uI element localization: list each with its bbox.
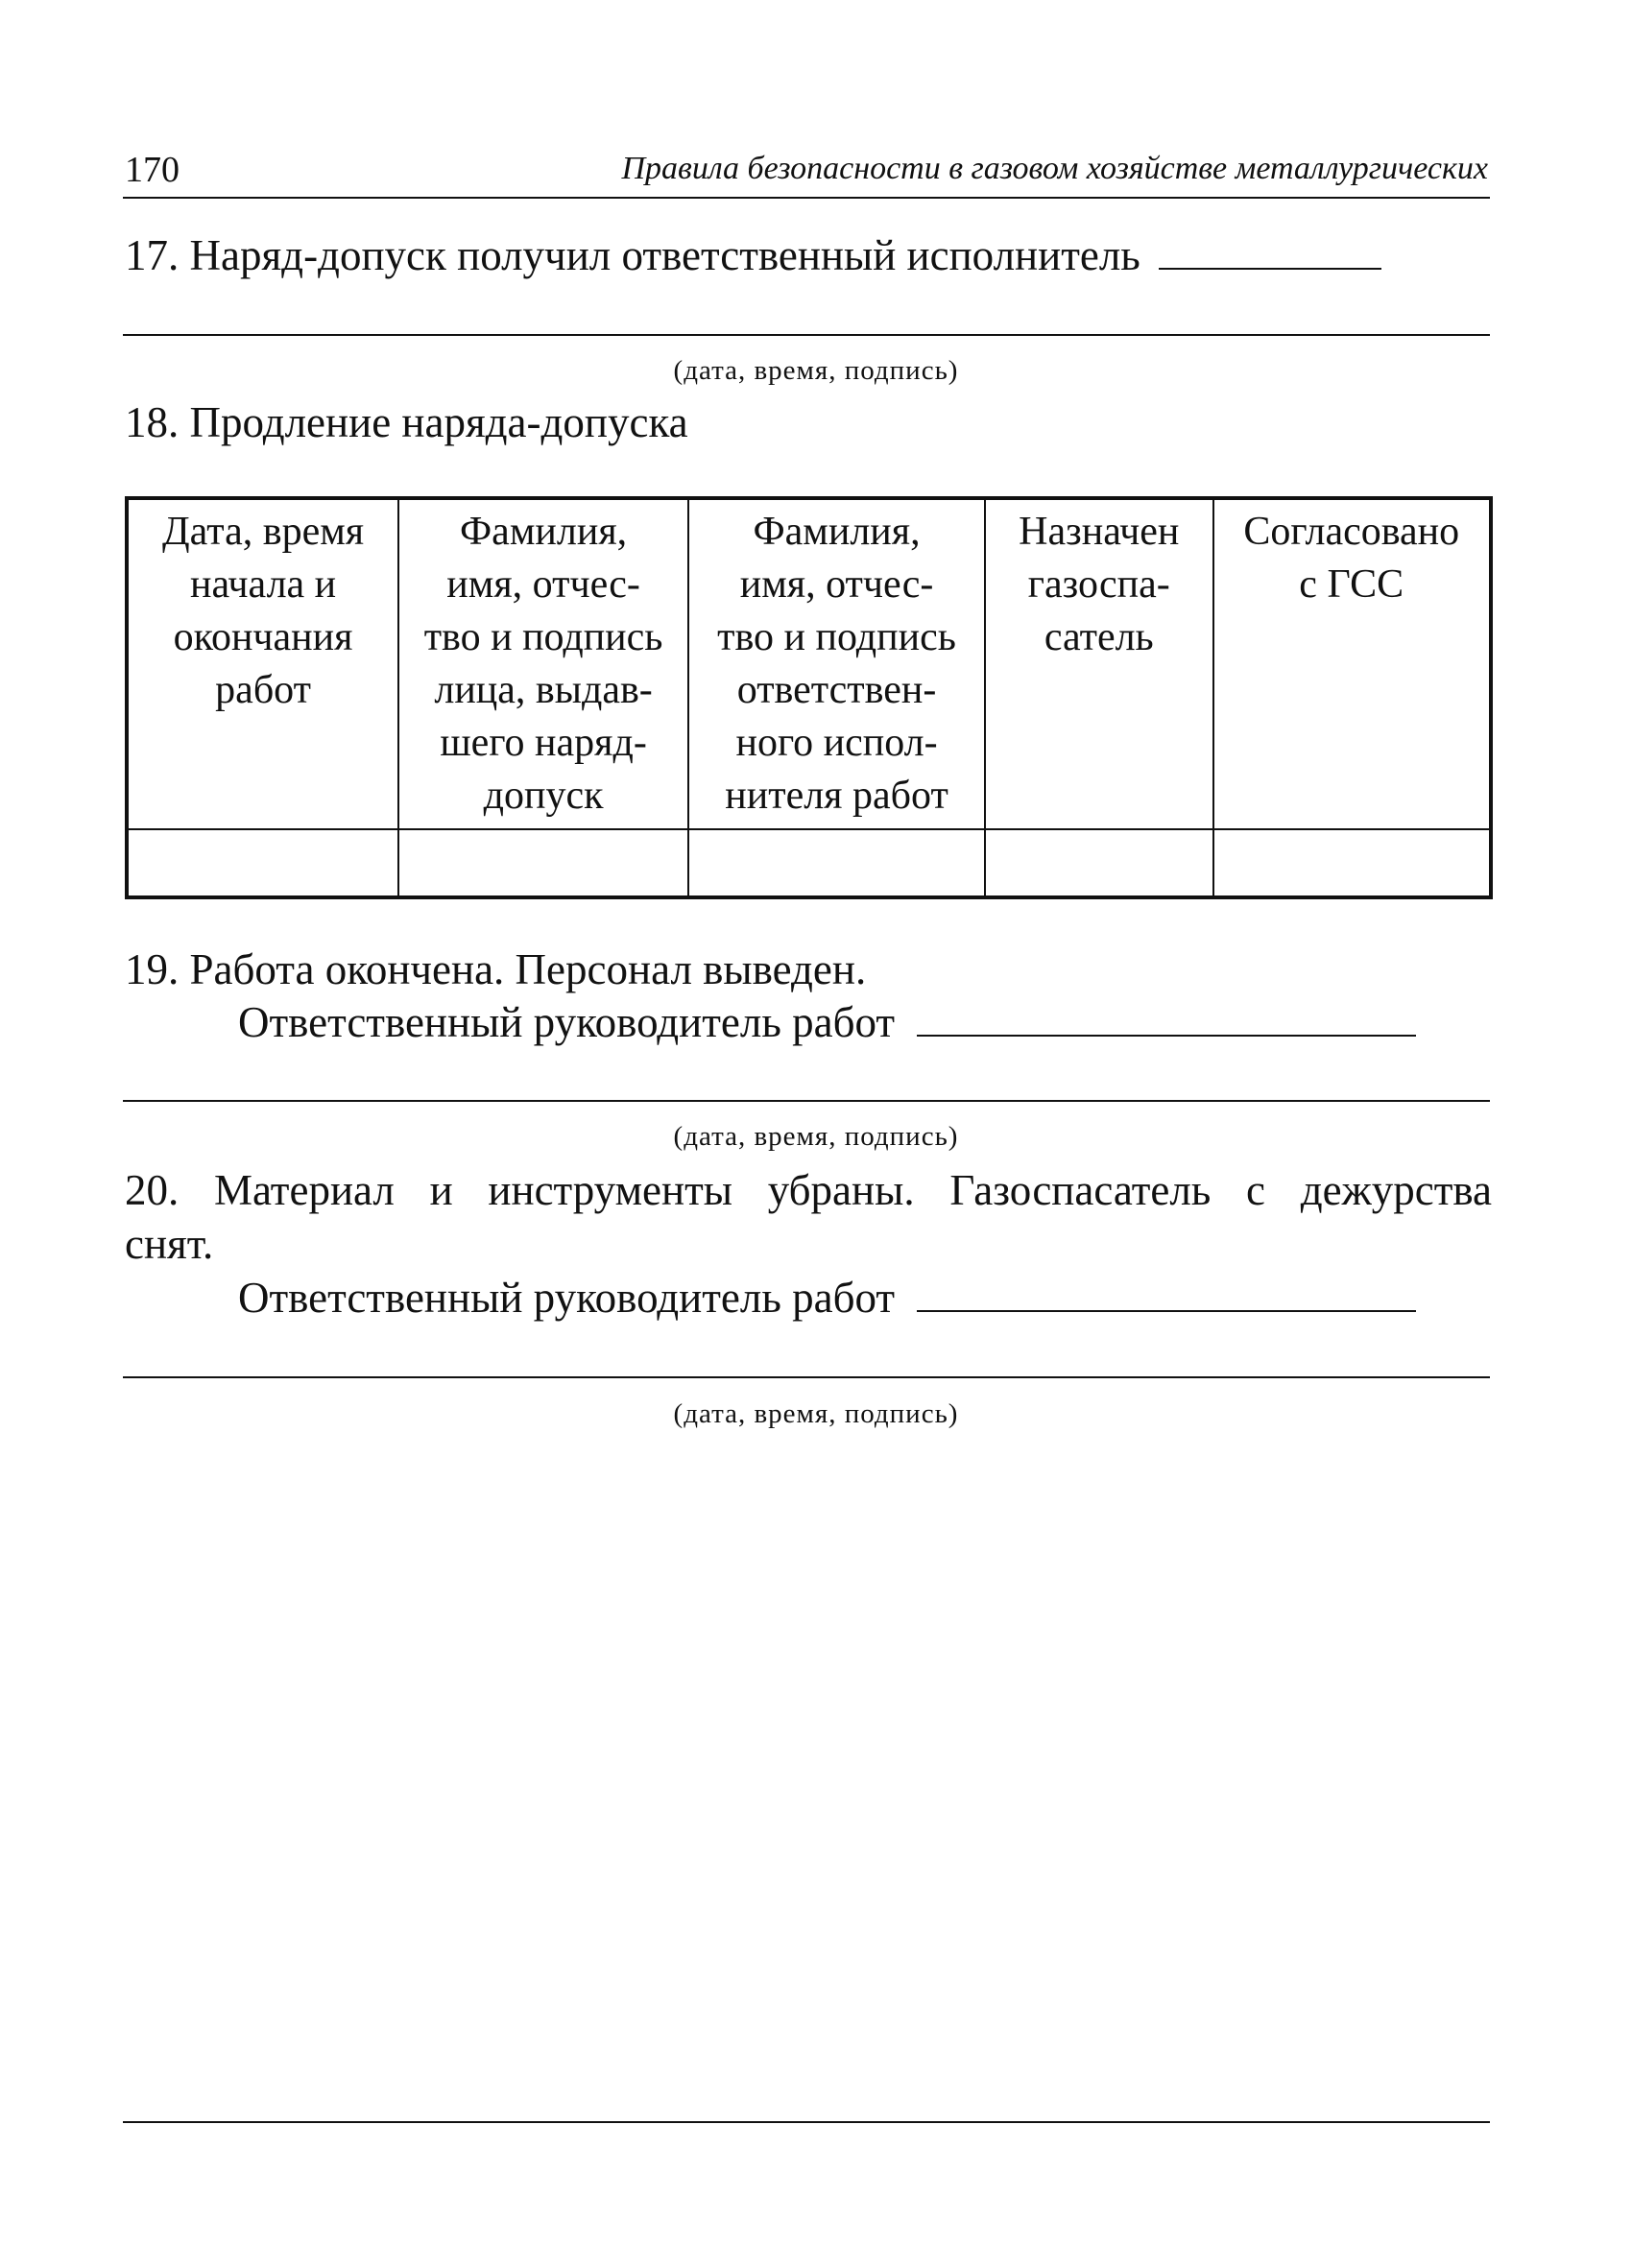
item-20-responsible-label: Ответственный руководитель работ	[238, 1274, 896, 1322]
col-header-text: Согласовано с ГСС	[1243, 510, 1460, 607]
col-header-executor	[688, 498, 985, 829]
item-19-date-line	[123, 1100, 1490, 1102]
col-header-text: Фамилия, имя, отчес- тво и подпись лица, выдав- шего наряд- допуск	[423, 510, 663, 818]
col-header-gas-rescuer	[985, 498, 1212, 829]
item-19-responsible-label: Ответственный руководитель работ	[238, 998, 896, 1046]
table-cell	[127, 829, 398, 897]
item-19-line1: 19. Работа окончена. Персонал выведен.	[125, 945, 867, 993]
item-20-signature-line	[917, 1309, 1416, 1312]
col-header-text: Назначен газоспа- сатель	[1019, 510, 1180, 659]
item-19-signature-line	[917, 1034, 1416, 1037]
item-17	[125, 228, 1381, 282]
col-header-text: Фамилия, имя, отчес- тво и подпись ответствен- ного испол- нителя работ	[717, 510, 956, 818]
col-header-text: Дата, время начала и окончания работ	[162, 510, 365, 712]
item-17-caption: (дата, время, подпись)	[673, 355, 959, 386]
extension-table	[125, 496, 1493, 899]
item-18-title: 18. Продление наряда-допуска	[125, 398, 688, 446]
footer-rule	[123, 2121, 1490, 2123]
table-cell	[1213, 829, 1492, 897]
header-rule	[123, 197, 1490, 199]
item-20-line1-continuation: снят.	[125, 1220, 214, 1268]
col-header-date-time	[127, 498, 398, 829]
table-row	[127, 829, 1491, 897]
col-header-issuer	[398, 498, 688, 829]
item-20-caption: (дата, время, подпись)	[673, 1398, 959, 1429]
item-17-signature-line	[1159, 267, 1381, 270]
item-17-date-line	[123, 334, 1490, 336]
page-number: 170	[125, 150, 180, 190]
item-19-caption: (дата, время, подпись)	[673, 1121, 959, 1152]
table-header-row	[127, 498, 1491, 829]
running-title: Правила безопасности в газовом хозяйстве металлургических	[621, 151, 1488, 186]
item-19-line2	[238, 995, 1416, 1049]
col-header-gss-approval	[1213, 498, 1492, 829]
item-20-line2	[238, 1271, 1416, 1325]
table-cell	[985, 829, 1212, 897]
table-cell	[398, 829, 688, 897]
item-20-line1: 20. Материал и инструменты убраны. Газоспасатель с дежурства	[125, 1166, 1492, 1214]
item-20-date-line	[123, 1376, 1490, 1378]
table-cell	[688, 829, 985, 897]
item-17-text: 17. Наряд-допуск получил ответственный исполнитель	[125, 231, 1140, 279]
